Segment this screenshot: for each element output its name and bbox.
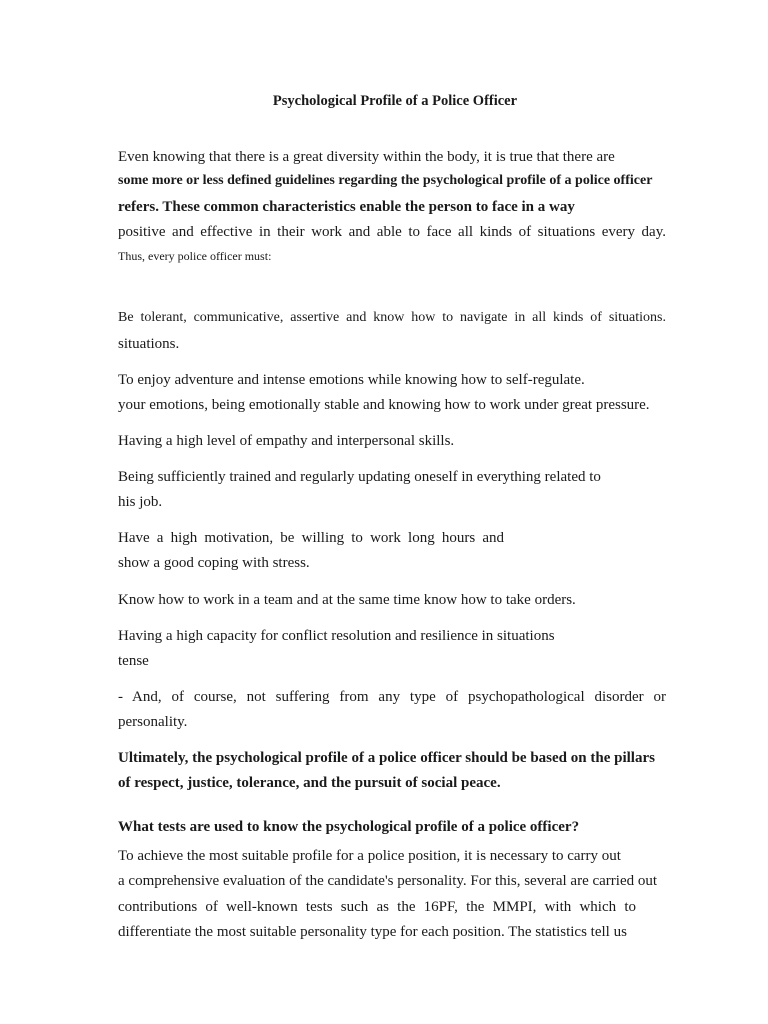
intro-line-5: Thus, every police officer must:: [118, 249, 272, 263]
intro-line-3: refers. These common characteristics enable the person to face in a way: [118, 199, 575, 215]
tests-line-1: To achieve the most suitable profile for a police position, it is necessary to carry out: [118, 848, 621, 864]
tests-line-2: a comprehensive evaluation of the candidate's personality. For this, several are carried out: [118, 873, 658, 889]
item-4-line-1: Being sufficiently trained and regularly updating oneself in everything related to: [118, 469, 601, 485]
item-7-line-2: tense: [118, 653, 149, 669]
item-7-line-1: Having a high capacity for conflict resolution and resilience in situations: [118, 628, 555, 644]
tests-line-4: differentiate the most suitable personality type for each position. The statistics tell us: [118, 924, 627, 940]
item-6-line-1: Know how to work in a team and at the same time know how to take orders.: [118, 592, 576, 608]
conclusion-line-1: Ultimately, the psychological profile of a police officer should be based on the pillars: [118, 750, 655, 766]
item-3-line-1: Having a high level of empathy and interpersonal skills.: [118, 433, 455, 449]
conclusion-line-2: of respect, justice, tolerance, and the pursuit of social peace.: [118, 775, 501, 791]
item-1-line-2: situations.: [118, 336, 180, 352]
tests-heading: What tests are used to know the psychological profile of a police officer?: [118, 819, 580, 835]
item-2-line-1: To enjoy adventure and intense emotions while knowing how to self-regulate.: [118, 372, 585, 388]
intro-line-4: positive and effective in their work and able to face all kinds of situations every day.: [118, 224, 666, 240]
item-1-line-1: Be tolerant, communicative, assertive and know how to navigate in all kinds of situations.: [118, 310, 666, 325]
item-8-line-2: personality.: [118, 714, 188, 730]
item-2-line-2: your emotions, being emotionally stable and knowing how to work under great pressure.: [118, 397, 650, 413]
intro-line-1: Even knowing that there is a great diversity within the body, it is true that there are: [118, 149, 615, 165]
tests-line-3: contributions of well-known tests such as the 16PF, the MMPI, with which to: [118, 899, 636, 915]
item-8-line-1: - And, of course, not suffering from any type of psychopathological disorder or: [118, 689, 666, 705]
item-5-line-2: show a good coping with stress.: [118, 555, 310, 571]
intro-line-2: some more or less defined guidelines regarding the psychological profile of a police officer: [118, 173, 653, 188]
item-4-line-2: his job.: [118, 494, 163, 510]
page-title: Psychological Profile of a Police Officer: [272, 93, 518, 109]
item-5-line-1: Have a high motivation, be willing to work long hours and: [118, 530, 504, 546]
